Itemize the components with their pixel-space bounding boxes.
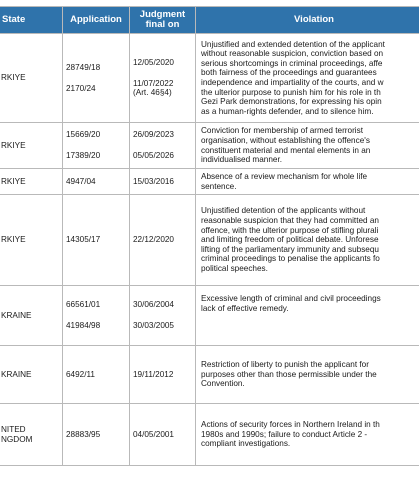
violation-line: purposes other than those permissible under the xyxy=(201,369,377,379)
header-judgment-line-2: final on xyxy=(145,19,180,30)
violation-cell xyxy=(196,123,419,169)
judgment-cell xyxy=(130,123,196,169)
judgment-date: 11/07/2022 xyxy=(133,78,174,88)
violation-cell xyxy=(196,404,419,466)
judgment-cell xyxy=(130,169,196,195)
violation-cell xyxy=(196,195,419,286)
state-name: RKIYE xyxy=(1,140,26,150)
violation-line: Unjustified detention of the applicants without xyxy=(201,206,366,216)
state-name: KRAINE xyxy=(1,310,32,320)
violation-line: compliant investigations. xyxy=(201,439,291,449)
state-name: RKIYE xyxy=(1,235,26,245)
violation-line: individualised manner. xyxy=(201,155,283,165)
header-application: Application xyxy=(63,7,130,34)
judgment-cell xyxy=(130,34,196,123)
application-number: 28749/18 xyxy=(66,62,101,72)
violation-line: Conviction for membership of armed terrorist xyxy=(201,126,363,136)
state-cell xyxy=(0,123,63,169)
violation-line: Actions of security forces in Northern Ireland in th xyxy=(201,420,380,430)
application-cell xyxy=(63,123,130,169)
judgment-cell xyxy=(130,346,196,404)
state-name: NGDOM xyxy=(1,434,33,444)
table-row xyxy=(0,169,419,195)
state-cell xyxy=(0,34,63,123)
application-number: 41984/98 xyxy=(66,321,101,330)
judgment-cell xyxy=(130,195,196,286)
state-cell xyxy=(0,169,63,195)
judgment-date: 26/09/2023 xyxy=(133,130,174,140)
table-row xyxy=(0,34,419,123)
application-cell xyxy=(63,169,130,195)
violation-line: 1980s and 1990s; failure to conduct Article 2 - xyxy=(201,429,368,439)
violation-cell xyxy=(196,346,419,404)
application-number: 17389/20 xyxy=(66,151,101,160)
application-cell xyxy=(63,346,130,404)
application-number: 15669/20 xyxy=(66,130,101,140)
application-number: 14305/17 xyxy=(66,235,101,245)
violation-line: serious shortcomings in criminal proceedings, affe xyxy=(201,58,383,68)
application-number: 28883/95 xyxy=(66,429,101,439)
header-judgment-line-1: Judgment xyxy=(139,9,186,20)
violation-line: offence, with the ulterior purpose of stifling plurali xyxy=(201,225,379,235)
table-row xyxy=(0,346,419,404)
judgment-date: 04/05/2001 xyxy=(133,429,174,439)
violation-cell xyxy=(196,286,419,346)
violation-line: sentence. xyxy=(201,181,237,191)
violation-line: constituent material and mental elements in an xyxy=(201,145,371,155)
violation-line: reasonable suspicion that they had committed an xyxy=(201,216,379,226)
violation-line: political speeches. xyxy=(201,263,268,273)
violation-line: and limiting freedom of political debate. Unforese xyxy=(201,235,379,245)
table-row xyxy=(0,286,419,346)
judgment-date: 22/12/2020 xyxy=(133,235,174,245)
violation-cell xyxy=(196,169,419,195)
state-name: RKIYE xyxy=(1,73,26,83)
violation-line: the ulterior purpose to punish him for his role in th xyxy=(201,87,381,97)
header-state: State xyxy=(0,7,63,34)
application-cell xyxy=(63,286,130,346)
application-number: 66561/01 xyxy=(66,300,101,310)
violation-line: Unjustified and extended detention of the applicant xyxy=(201,39,385,49)
judgment-date: 05/05/2026 xyxy=(133,151,174,160)
violation-cell xyxy=(196,34,419,123)
judgment-cell xyxy=(130,404,196,466)
violation-line: Restriction of liberty to punish the applicant for xyxy=(201,360,369,370)
state-cell xyxy=(0,404,63,466)
judgment-date: 30/06/2004 xyxy=(133,300,174,310)
violation-line: independence and impartiality of the courts, and w xyxy=(201,78,384,87)
application-number: 2170/24 xyxy=(66,83,96,93)
violation-line: Absence of a review mechanism for whole life xyxy=(201,171,368,181)
judgment-date: 15/03/2016 xyxy=(133,176,174,186)
state-cell xyxy=(0,286,63,346)
application-cell xyxy=(63,195,130,286)
header-violation: Violation xyxy=(196,7,419,34)
judgment-date: 12/05/2020 xyxy=(133,58,174,68)
violation-line: Gezi Park demonstrations, for expressing his opin xyxy=(201,97,382,107)
header-judgment xyxy=(130,7,196,34)
violation-line: Excessive length of criminal and civil proceedings xyxy=(201,294,381,303)
judgment-note: (Art. 46§4) xyxy=(133,88,172,98)
application-number: 6492/11 xyxy=(66,369,95,379)
state-name: RKIYE xyxy=(1,176,26,186)
table-header-row xyxy=(0,7,419,34)
violation-line: as a human-rights defender, and to silence him. xyxy=(201,106,374,116)
table-row xyxy=(0,123,419,169)
violation-line: criminal proceedings to penalise the applicants fo xyxy=(201,254,380,264)
judgment-cell xyxy=(130,286,196,346)
table-row xyxy=(0,195,419,286)
violation-line: lifting of the parliamentary immunity and subsequ xyxy=(201,244,379,254)
violations-table xyxy=(0,6,419,466)
table-row xyxy=(0,404,419,466)
application-cell xyxy=(63,34,130,123)
judgment-date: 30/03/2005 xyxy=(133,321,174,330)
violation-line: lack of effective remedy. xyxy=(201,303,289,313)
violation-line: both fairness of the proceedings and guarantees xyxy=(201,68,377,78)
violation-line: organisation, without establishing the offence's xyxy=(201,135,370,145)
state-cell xyxy=(0,346,63,404)
violation-line: without reasonable suspicion, conviction based on xyxy=(201,49,384,59)
judgment-date: 19/11/2012 xyxy=(133,369,174,379)
violation-line: Convention. xyxy=(201,379,245,389)
state-cell xyxy=(0,195,63,286)
state-name: NITED xyxy=(1,424,26,434)
state-name: KRAINE xyxy=(1,369,32,379)
application-cell xyxy=(63,404,130,466)
application-number: 4947/04 xyxy=(66,176,96,186)
